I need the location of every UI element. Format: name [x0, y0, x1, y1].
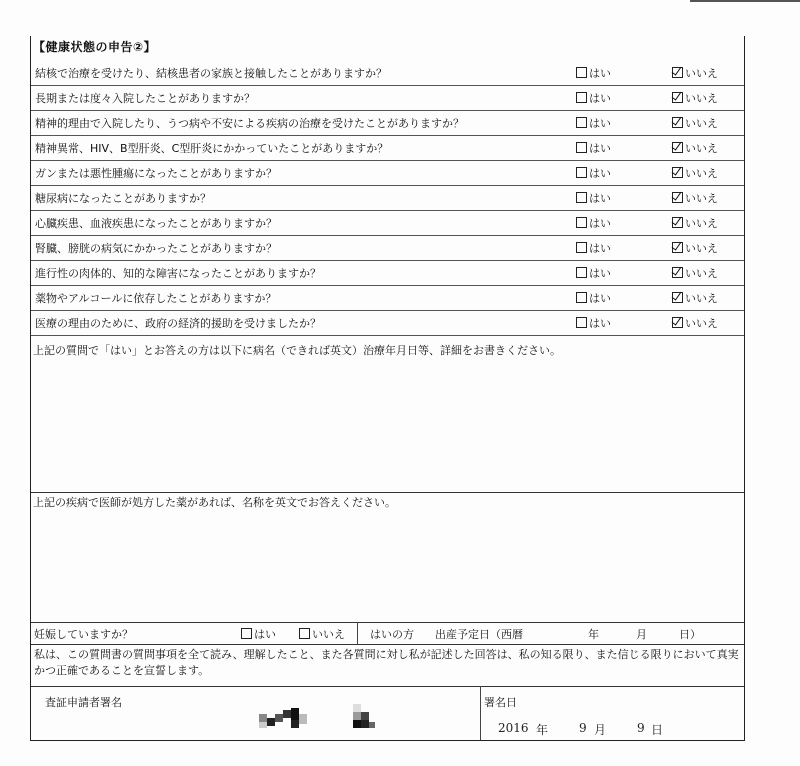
option-label: いいえ [685, 267, 718, 280]
question-row [31, 185, 744, 211]
no-option[interactable] [672, 215, 718, 231]
signature-date-year: 2016 [498, 721, 529, 735]
yes-option[interactable] [576, 265, 611, 281]
checkbox[interactable] [576, 167, 587, 178]
question-text: 心臓疾患、血液疾患になったことがありますか？ [35, 217, 277, 230]
option-label: はい [589, 192, 611, 205]
section-title: 【健康状態の申告②】 [33, 40, 157, 54]
question-text: ガンまたは悪性腫瘍になったことがありますか？ [35, 167, 277, 180]
option-label: はい [254, 628, 276, 641]
question-row [31, 235, 744, 261]
due-date-label: 出産予定日（西暦 [435, 628, 523, 641]
signature-date-month: 9 [579, 721, 587, 735]
yes-option[interactable] [576, 240, 611, 256]
signature-date-year-unit: 年 [536, 723, 549, 737]
due-month-unit: 月 [636, 628, 647, 641]
question-row [31, 135, 744, 161]
checkbox[interactable] [576, 217, 587, 228]
checkbox[interactable] [241, 628, 252, 639]
checked-checkbox[interactable] [672, 242, 683, 253]
option-label: いいえ [685, 67, 718, 80]
question-text: 腎臓、膀胱の病気にかかったことがありますか？ [35, 242, 277, 255]
no-option[interactable] [672, 140, 718, 156]
checkbox[interactable] [576, 242, 587, 253]
option-label: いいえ [685, 317, 718, 330]
option-label: はい [589, 142, 611, 155]
question-row [31, 210, 744, 236]
question-text: 精神異常、HIV、B型肝炎、C型肝炎にかかっていたことがありますか？ [35, 142, 389, 155]
option-label: はい [589, 217, 611, 230]
checked-checkbox[interactable] [672, 92, 683, 103]
pregnancy-no-option[interactable] [299, 626, 345, 642]
option-label: はい [589, 92, 611, 105]
checkbox[interactable] [576, 192, 587, 203]
checkbox[interactable] [576, 67, 587, 78]
question-row [31, 285, 744, 311]
checked-checkbox[interactable] [672, 317, 683, 328]
details-label: 上記の質問で「はい」とお答えの方は以下に病名（できれば英文）治療年月日等、詳細をお書きください。 [33, 344, 561, 357]
question-text: 長期または度々入院したことがありますか？ [35, 92, 255, 105]
signature-label: 査証申請者署名 [45, 696, 122, 709]
option-label: いいえ [685, 142, 718, 155]
yes-option[interactable] [576, 65, 611, 81]
yes-option[interactable] [576, 165, 611, 181]
option-label: はい [589, 242, 611, 255]
yes-option[interactable] [576, 140, 611, 156]
question-row [31, 310, 744, 336]
option-label: いいえ [685, 292, 718, 305]
checked-checkbox[interactable] [672, 67, 683, 78]
question-row [31, 160, 744, 186]
yes-option[interactable] [576, 190, 611, 206]
option-label: いいえ [685, 92, 718, 105]
question-row [31, 110, 744, 136]
question-row [31, 60, 744, 86]
checked-checkbox[interactable] [672, 292, 683, 303]
pregnancy-row [31, 622, 744, 645]
yes-option[interactable] [576, 215, 611, 231]
pregnancy-if-yes-label: はいの方 [370, 628, 414, 641]
redacted-signature-mosaic [251, 704, 381, 734]
question-text: 糖尿病になったことがありますか？ [35, 192, 211, 205]
question-text: 結核で治療を受けたり、結核患者の家族と接触したことがありますか？ [35, 67, 387, 80]
question-row [31, 260, 744, 286]
due-day-unit: 日） [679, 628, 701, 641]
checkbox[interactable] [576, 267, 587, 278]
medicine-box[interactable] [31, 492, 744, 623]
option-label: いいえ [685, 117, 718, 130]
signature-date-day: 9 [637, 721, 645, 735]
checked-checkbox[interactable] [672, 267, 683, 278]
yes-option[interactable] [576, 115, 611, 131]
question-text: 進行性の肉体的、知的な障害になったことがありますか？ [35, 267, 321, 280]
option-label: いいえ [312, 628, 345, 641]
checkbox[interactable] [299, 628, 310, 639]
checked-checkbox[interactable] [672, 217, 683, 228]
yes-option[interactable] [576, 290, 611, 306]
option-label: いいえ [685, 217, 718, 230]
signature-date-month-unit: 月 [594, 723, 607, 737]
option-label: はい [589, 317, 611, 330]
yes-option[interactable] [576, 90, 611, 106]
option-label: はい [589, 167, 611, 180]
checked-checkbox[interactable] [672, 167, 683, 178]
health-declaration-form [30, 36, 745, 741]
checkbox[interactable] [576, 292, 587, 303]
no-option[interactable] [672, 165, 718, 181]
medicine-label: 上記の疾病で医師が処方した薬があれば、名称を英文でお答えください。 [33, 496, 396, 509]
option-label: はい [589, 292, 611, 305]
declaration-text: 私は、この質問書の質問事項を全て読み、理解したこと、また各質問に対し私が記述した回答は、私の知る限り、また信じる限りにおいて真実かつ正確であることを宣誓します。 [34, 648, 739, 677]
checked-checkbox[interactable] [672, 192, 683, 203]
option-label: はい [589, 67, 611, 80]
top-edge-line [690, 0, 800, 6]
details-box[interactable] [31, 340, 744, 493]
no-option[interactable] [672, 190, 718, 206]
question-text: 精神的理由で入院したり、うつ病や不安による疾病の治療を受けたことがありますか？ [35, 117, 464, 130]
divider [357, 622, 358, 644]
checked-checkbox[interactable] [672, 117, 683, 128]
checkbox[interactable] [576, 142, 587, 153]
question-text: 薬物やアルコールに依存したことがありますか？ [35, 292, 277, 305]
yes-option[interactable] [576, 315, 611, 331]
no-option[interactable] [672, 115, 718, 131]
question-text: 医療の理由のために、政府の経済的援助を受けましたか？ [35, 317, 321, 330]
checked-checkbox[interactable] [672, 142, 683, 153]
pregnancy-question: 妊娠していますか？ [34, 628, 133, 641]
checkbox[interactable] [576, 117, 587, 128]
no-option[interactable] [672, 315, 718, 331]
no-option[interactable] [672, 90, 718, 106]
pregnancy-yes-option[interactable] [241, 626, 276, 642]
question-row [31, 85, 744, 111]
checkbox[interactable] [576, 92, 587, 103]
no-option[interactable] [672, 265, 718, 281]
due-year-unit: 年 [588, 628, 599, 641]
no-option[interactable] [672, 65, 718, 81]
option-label: はい [589, 267, 611, 280]
option-label: はい [589, 117, 611, 130]
signature-row [31, 686, 744, 740]
option-label: いいえ [685, 192, 718, 205]
no-option[interactable] [672, 240, 718, 256]
checkbox[interactable] [576, 317, 587, 328]
option-label: いいえ [685, 242, 718, 255]
declaration-box [31, 644, 744, 687]
option-label: いいえ [685, 167, 718, 180]
no-option[interactable] [672, 290, 718, 306]
signature-date-day-unit: 日 [651, 723, 664, 737]
divider [480, 686, 481, 740]
signature-date-label: 署名日 [484, 696, 517, 709]
